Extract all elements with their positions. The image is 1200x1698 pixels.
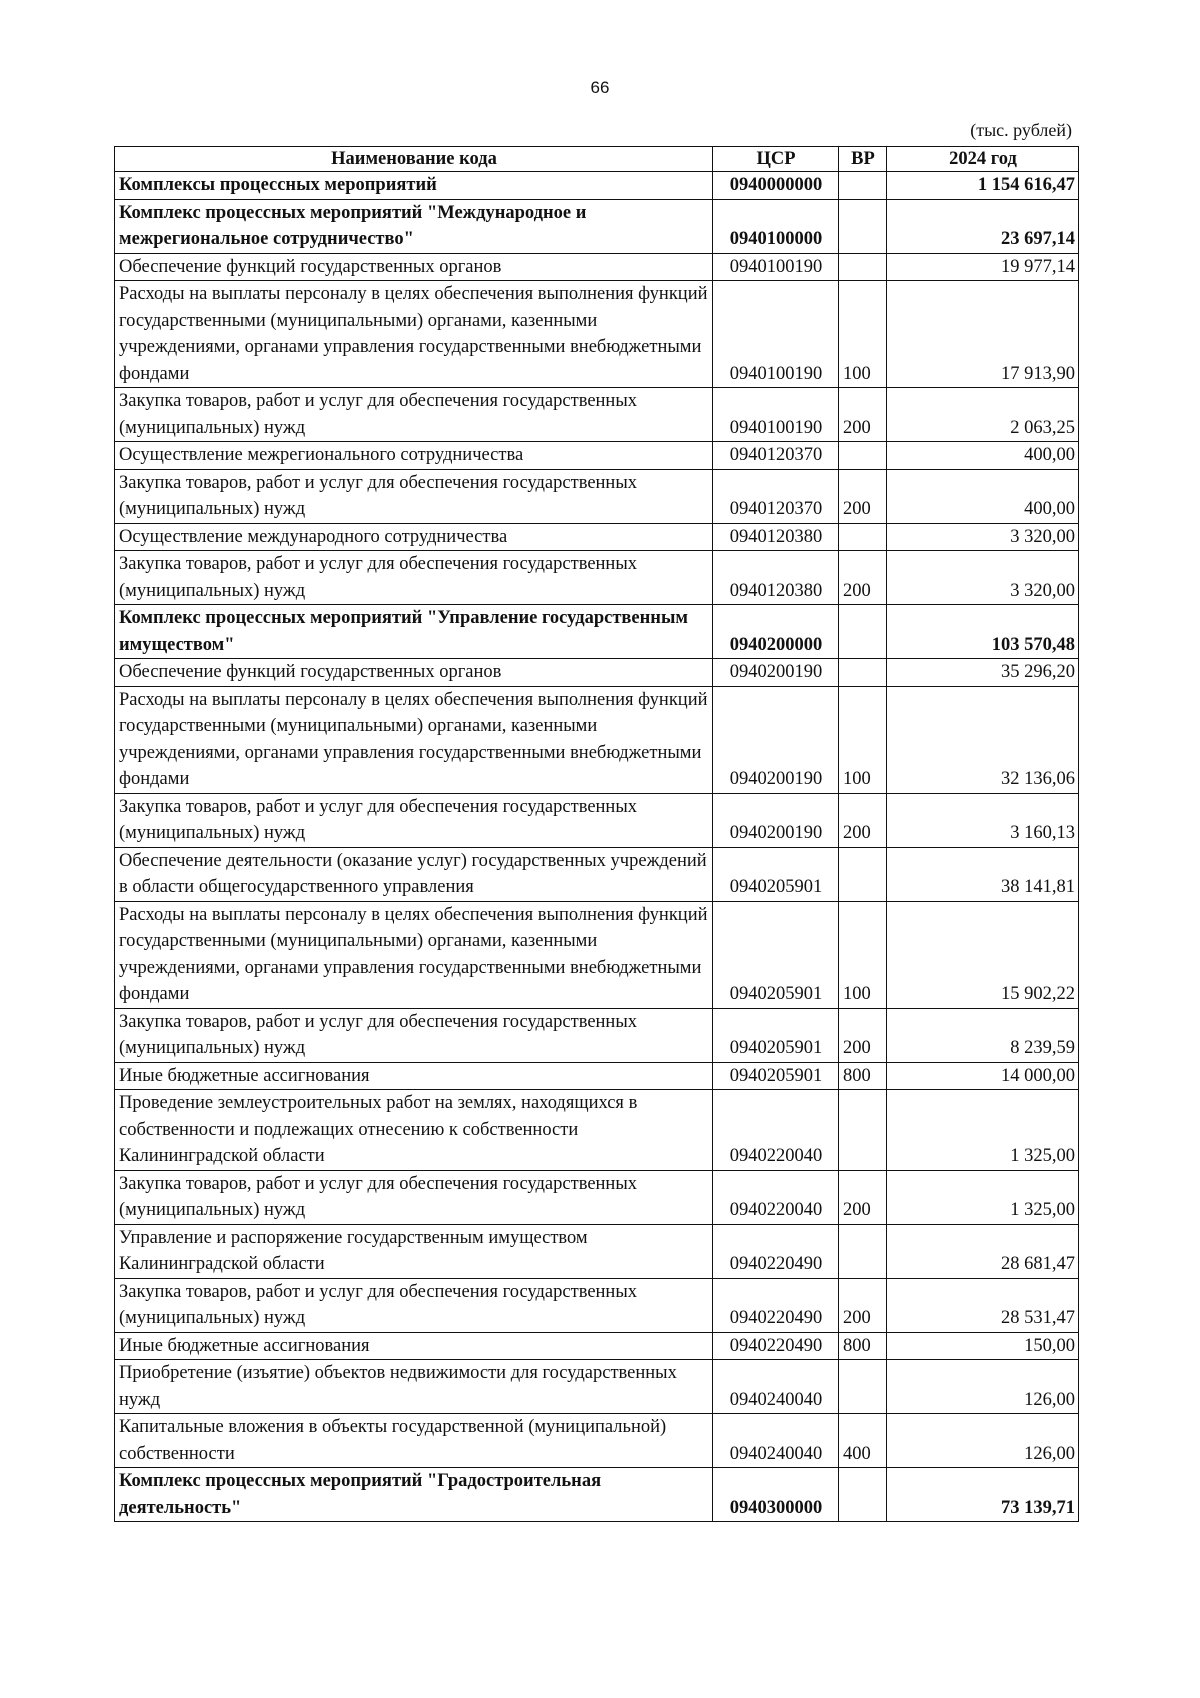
- table-row: [115, 1090, 1079, 1171]
- cell-csr: 0940000000: [713, 172, 839, 200]
- cell-sum: 126,00: [887, 1414, 1079, 1468]
- cell-vr: [839, 1224, 887, 1278]
- cell-name: Иные бюджетные ассигнования: [115, 1332, 713, 1360]
- cell-csr: 0940200190: [713, 686, 839, 793]
- header-vr: ВР: [839, 147, 887, 172]
- cell-vr: [839, 199, 887, 253]
- cell-name: Закупка товаров, работ и услуг для обеспечения государственных (муниципальных) нужд: [115, 469, 713, 523]
- cell-sum: 8 239,59: [887, 1008, 1079, 1062]
- table-row: [115, 199, 1079, 253]
- cell-csr: 0940300000: [713, 1468, 839, 1522]
- cell-name: Расходы на выплаты персоналу в целях обеспечения выполнения функций государственными (муниципальными) органами, казенными учреждениями, органами управления государственными внебюджетными фондами: [115, 686, 713, 793]
- cell-sum: 35 296,20: [887, 659, 1079, 687]
- cell-vr: [839, 1468, 887, 1522]
- cell-sum: 1 325,00: [887, 1170, 1079, 1224]
- table-body: [115, 172, 1079, 1522]
- table-row: [115, 172, 1079, 200]
- cell-vr: 100: [839, 686, 887, 793]
- table-row: [115, 686, 1079, 793]
- cell-csr: 0940240040: [713, 1414, 839, 1468]
- cell-vr: 200: [839, 469, 887, 523]
- header-csr: ЦСР: [713, 147, 839, 172]
- cell-csr: 0940100190: [713, 281, 839, 388]
- cell-vr: 200: [839, 388, 887, 442]
- cell-vr: 800: [839, 1332, 887, 1360]
- table-row: [115, 281, 1079, 388]
- cell-sum: 3 160,13: [887, 793, 1079, 847]
- cell-csr: 0940205901: [713, 1008, 839, 1062]
- cell-csr: 0940205901: [713, 1062, 839, 1090]
- cell-sum: 23 697,14: [887, 199, 1079, 253]
- cell-csr: 0940200190: [713, 659, 839, 687]
- table-row: [115, 1360, 1079, 1414]
- cell-name: Иные бюджетные ассигнования: [115, 1062, 713, 1090]
- cell-csr: 0940120370: [713, 469, 839, 523]
- cell-name: Обеспечение деятельности (оказание услуг) государственных учреждений в области общегосударственного управления: [115, 847, 713, 901]
- cell-vr: 200: [839, 1170, 887, 1224]
- cell-vr: [839, 1360, 887, 1414]
- table-row: [115, 1468, 1079, 1522]
- cell-name: Проведение землеустроительных работ на землях, находящихся в собственности и подлежащих отнесению к собственности Калининградской области: [115, 1090, 713, 1171]
- table-row: [115, 659, 1079, 687]
- cell-csr: 0940100190: [713, 388, 839, 442]
- cell-name: Капитальные вложения в объекты государственной (муниципальной) собственности: [115, 1414, 713, 1468]
- cell-sum: 28 531,47: [887, 1278, 1079, 1332]
- table-row: [115, 1062, 1079, 1090]
- cell-csr: 0940220040: [713, 1170, 839, 1224]
- cell-csr: 0940200000: [713, 605, 839, 659]
- page-number: 66: [590, 78, 610, 97]
- header-year: 2024 год: [887, 147, 1079, 172]
- cell-vr: 200: [839, 793, 887, 847]
- cell-vr: [839, 253, 887, 281]
- cell-csr: 0940100000: [713, 199, 839, 253]
- header-name: Наименование кода: [115, 147, 713, 172]
- cell-sum: 38 141,81: [887, 847, 1079, 901]
- table-row: [115, 523, 1079, 551]
- budget-table: [114, 146, 1079, 1522]
- cell-csr: 0940120380: [713, 551, 839, 605]
- cell-csr: 0940220490: [713, 1278, 839, 1332]
- cell-vr: [839, 172, 887, 200]
- cell-vr: [839, 847, 887, 901]
- cell-csr: 0940120370: [713, 442, 839, 470]
- cell-vr: [839, 1090, 887, 1171]
- table-row: [115, 442, 1079, 470]
- cell-name: Комплекс процессных мероприятий "Международное и межрегиональное сотрудничество": [115, 199, 713, 253]
- cell-name: Закупка товаров, работ и услуг для обеспечения государственных (муниципальных) нужд: [115, 551, 713, 605]
- cell-sum: 1 325,00: [887, 1090, 1079, 1171]
- cell-vr: [839, 605, 887, 659]
- cell-vr: 800: [839, 1062, 887, 1090]
- table-row: [115, 847, 1079, 901]
- cell-vr: 100: [839, 281, 887, 388]
- table-row: [115, 901, 1079, 1008]
- cell-vr: 200: [839, 1008, 887, 1062]
- cell-vr: [839, 442, 887, 470]
- cell-sum: 103 570,48: [887, 605, 1079, 659]
- cell-name: Закупка товаров, работ и услуг для обеспечения государственных (муниципальных) нужд: [115, 1170, 713, 1224]
- cell-sum: 1 154 616,47: [887, 172, 1079, 200]
- cell-csr: 0940100190: [713, 253, 839, 281]
- cell-csr: 0940220490: [713, 1224, 839, 1278]
- cell-sum: 32 136,06: [887, 686, 1079, 793]
- cell-name: Закупка товаров, работ и услуг для обеспечения государственных (муниципальных) нужд: [115, 793, 713, 847]
- cell-csr: 0940220490: [713, 1332, 839, 1360]
- cell-name: Приобретение (изъятие) объектов недвижимости для государственных нужд: [115, 1360, 713, 1414]
- cell-vr: 400: [839, 1414, 887, 1468]
- cell-sum: 14 000,00: [887, 1062, 1079, 1090]
- cell-name: Комплекс процессных мероприятий "Управление государственным имуществом": [115, 605, 713, 659]
- table-row: [115, 1170, 1079, 1224]
- cell-sum: 2 063,25: [887, 388, 1079, 442]
- cell-sum: 17 913,90: [887, 281, 1079, 388]
- cell-sum: 400,00: [887, 469, 1079, 523]
- cell-name: Управление и распоряжение государственным имуществом Калининградской области: [115, 1224, 713, 1278]
- table-row: [115, 1414, 1079, 1468]
- table-row: [115, 1332, 1079, 1360]
- table-row: [115, 388, 1079, 442]
- cell-name: Закупка товаров, работ и услуг для обеспечения государственных (муниципальных) нужд: [115, 1278, 713, 1332]
- table-row: [115, 793, 1079, 847]
- cell-sum: 73 139,71: [887, 1468, 1079, 1522]
- cell-sum: 3 320,00: [887, 523, 1079, 551]
- cell-name: Обеспечение функций государственных органов: [115, 659, 713, 687]
- table-row: [115, 469, 1079, 523]
- cell-name: Расходы на выплаты персоналу в целях обеспечения выполнения функций государственными (муниципальными) органами, казенными учреждениями, органами управления государственными внебюджетными фондами: [115, 901, 713, 1008]
- cell-sum: 15 902,22: [887, 901, 1079, 1008]
- cell-sum: 126,00: [887, 1360, 1079, 1414]
- table-row: [115, 551, 1079, 605]
- cell-csr: 0940205901: [713, 901, 839, 1008]
- cell-name: Закупка товаров, работ и услуг для обеспечения государственных (муниципальных) нужд: [115, 1008, 713, 1062]
- table-row: [115, 1224, 1079, 1278]
- cell-sum: 19 977,14: [887, 253, 1079, 281]
- cell-name: Осуществление межрегионального сотрудничества: [115, 442, 713, 470]
- table-row: [115, 605, 1079, 659]
- cell-name: Комплекс процессных мероприятий "Градостроительная деятельность": [115, 1468, 713, 1522]
- units-note: (тыс. рублей): [970, 120, 1072, 140]
- cell-sum: 3 320,00: [887, 551, 1079, 605]
- cell-name: Обеспечение функций государственных органов: [115, 253, 713, 281]
- cell-sum: 28 681,47: [887, 1224, 1079, 1278]
- cell-name: Осуществление международного сотрудничества: [115, 523, 713, 551]
- cell-vr: 200: [839, 551, 887, 605]
- cell-vr: [839, 523, 887, 551]
- cell-vr: 100: [839, 901, 887, 1008]
- cell-vr: [839, 659, 887, 687]
- table-row: [115, 253, 1079, 281]
- cell-name: Закупка товаров, работ и услуг для обеспечения государственных (муниципальных) нужд: [115, 388, 713, 442]
- cell-csr: 0940220040: [713, 1090, 839, 1171]
- cell-vr: 200: [839, 1278, 887, 1332]
- cell-sum: 400,00: [887, 442, 1079, 470]
- cell-name: Комплексы процессных мероприятий: [115, 172, 713, 200]
- cell-sum: 150,00: [887, 1332, 1079, 1360]
- cell-name: Расходы на выплаты персоналу в целях обеспечения выполнения функций государственными (муниципальными) органами, казенными учреждениями, органами управления государственными внебюджетными фондами: [115, 281, 713, 388]
- cell-csr: 0940200190: [713, 793, 839, 847]
- table-header-row: [115, 147, 1079, 172]
- table-row: [115, 1008, 1079, 1062]
- cell-csr: 0940120380: [713, 523, 839, 551]
- cell-csr: 0940205901: [713, 847, 839, 901]
- table-row: [115, 1278, 1079, 1332]
- cell-csr: 0940240040: [713, 1360, 839, 1414]
